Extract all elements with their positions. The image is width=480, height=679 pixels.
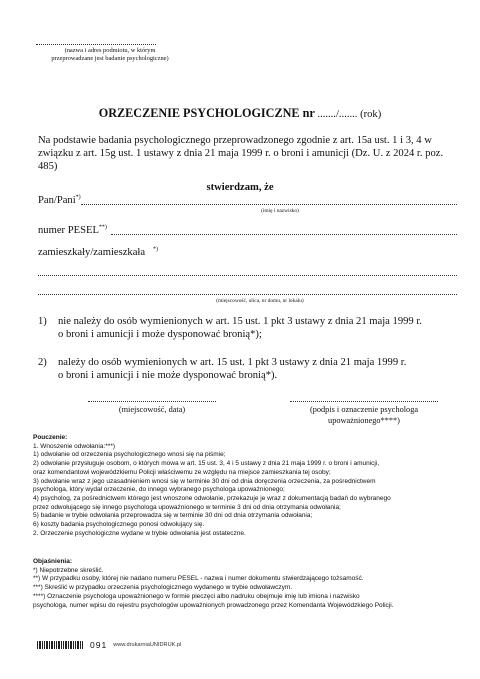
option-2[interactable]: [38, 356, 463, 382]
pouczenie-line: 4) psycholog, za pośrednictwem którego jest wnoszone odwołanie, przekazuje je wraz z dokumentacją badań do wybranego: [33, 494, 391, 502]
address-input-line-2[interactable]: [38, 294, 457, 295]
subject-hint-line2: przeprowadzane jest badanie psychologiczne): [51, 55, 169, 62]
name-label: [38, 194, 81, 207]
option-2-number: 2): [38, 357, 47, 368]
pouczenie-line: 2. Orzeczenie psychologiczne wydane w trybie odwołania jest ostateczne.: [33, 529, 246, 537]
statement-heading: [0, 177, 480, 195]
pouczenie-line: 5) badanie w trybie odwołania przeprowadza się w terminie 30 dni od dnia otrzymania odwołania;: [33, 512, 313, 520]
objasnienia-heading: Objaśnienia:: [33, 558, 73, 565]
pouczenie-line: 3) odwołanie wraz z jego uzasadnieniem wnosi się w terminie 30 dni od dnia doręczenia orzeczenia, za pośrednictwem: [33, 477, 376, 485]
footer-code: 091: [90, 640, 108, 650]
pesel-label-text: numer PESEL: [38, 225, 99, 236]
pesel-label-sup: **): [98, 224, 107, 231]
pouczenie-line: 6) koszty badania psychologicznego ponosi odwołujący się.: [33, 521, 205, 529]
objasnienia-line: ****) Oznaczenie psychologa upoważnionego w formie pieczęci albo nadruku obejmuje imię lub imiona i nazwisko: [33, 592, 360, 600]
footer: [37, 640, 181, 650]
option-2-line1: należy do osób wymienionych w art. 15 ust. 1 pkt 3 ustawy z dnia 21 maja 1999 r.: [58, 357, 407, 368]
objasnienia-line: *) Niepotrzebne skreślić.: [33, 566, 104, 574]
objasnienia-line: **) W przypadku osoby, której nie nadano numeru PESEL - nazwa i numer dokumentu stwierdzającego tożsamość.: [33, 575, 364, 583]
pesel-input-line[interactable]: [111, 234, 457, 235]
pouczenie-section: [33, 434, 473, 538]
option-1-line1: nie należy do osób wymienionych w art. 15 ust. 1 pkt 3 ustawy z dnia 21 maja 1999 r.: [58, 316, 422, 327]
option-1-number: 1): [38, 316, 47, 327]
signature-hint-line1: (podpis i oznaczenie psychologa: [309, 405, 419, 414]
document-title-bold: ORZECZENIE PSYCHOLOGICZNE nr: [98, 106, 315, 120]
pouczenie-line: 1) odwołanie od orzeczenia psychologicznego wnosi się na piśmie;: [33, 451, 226, 459]
pouczenie-line: oraz komendantowi wojewódzkiemu Policji właściwemu ze względu na miejsce zamieszkania tej osoby;: [33, 468, 331, 476]
address-label-sup: *): [153, 246, 159, 253]
signature-line[interactable]: [290, 401, 438, 402]
address-hint: (miejscowość, ulica, nr domu, nr lokalu): [216, 298, 304, 304]
pouczenie-line: przez odwołującego się innego psychologa upoważnionego w terminie 3 dni od dnia otrzymania odwołania;: [33, 503, 341, 511]
statement-text: stwierdzam, że: [206, 182, 274, 193]
legal-basis-paragraph: Na podstawie badania psychologicznego przeprowadzonego zgodnie z art. 15a ust. 1 i 3, 4 w związku z art. 15g ust. 1 ustawy z dnia 21 maja 1999 r. o broni i amunicji (Dz. U. z 2024 r. poz. 485): [38, 135, 444, 172]
option-1-line2: o broni i amunicji i może dysponować bronią*);: [58, 329, 262, 340]
address-input-line-1[interactable]: [38, 275, 457, 276]
signature-hint: [290, 405, 438, 426]
barcode-icon: [37, 641, 84, 649]
subject-hint-line1: (nazwa i adres podmiotu, w którym: [64, 47, 156, 54]
place-date-line[interactable]: [88, 401, 216, 402]
option-2-line2: o broni i amunicji i nie może dysponować bronią*).: [58, 370, 278, 381]
name-hint: (imię i nazwisko): [261, 208, 299, 214]
pouczenie-heading: Pouczenie:: [33, 434, 68, 441]
name-input-line[interactable]: [81, 204, 457, 205]
pesel-label: [38, 224, 107, 237]
document-title: [0, 104, 480, 122]
objasnienia-line: ***) Skreślić w przypadku orzeczenia psychologicznego wydanego w trybie odwoławczym.: [33, 584, 293, 592]
objasnienia-section: [33, 558, 473, 610]
address-label: [38, 246, 158, 259]
pouczenie-line: psychologa, który wydał orzeczenie, do innego wybranego psychologa upoważnionego;: [33, 486, 285, 494]
name-label-text: Pan/Pani: [38, 195, 76, 206]
pouczenie-line: 2) odwołanie przysługuje osobom, o których mowa w art. 15 ust. 3, 4 i 5 ustawy z dnia 21 maja 1999 r. o broni i amunicji,: [33, 460, 380, 468]
subject-hint: [30, 47, 190, 63]
document-title-number: ......./....... (rok): [314, 109, 382, 120]
option-1[interactable]: [38, 315, 463, 341]
footer-site: www.drukarniaUNIDRUK.pl: [113, 642, 182, 648]
signature-hint-line2: upoważnionego****): [328, 415, 400, 425]
subject-dotted-line: [36, 44, 156, 45]
name-label-sup: *): [75, 194, 81, 201]
place-date-hint: (miejscowość, data): [118, 405, 186, 414]
address-label-text: zamieszkały/zamieszkała: [38, 247, 146, 258]
objasnienia-line: psychologa, numer wpisu do rejestru psychologów upoważnionych prowadzonego przez Komendanta Wojewódzkiego Policji.: [33, 601, 394, 609]
pouczenie-line: 1. Wnoszenie odwołania:***): [33, 442, 116, 450]
